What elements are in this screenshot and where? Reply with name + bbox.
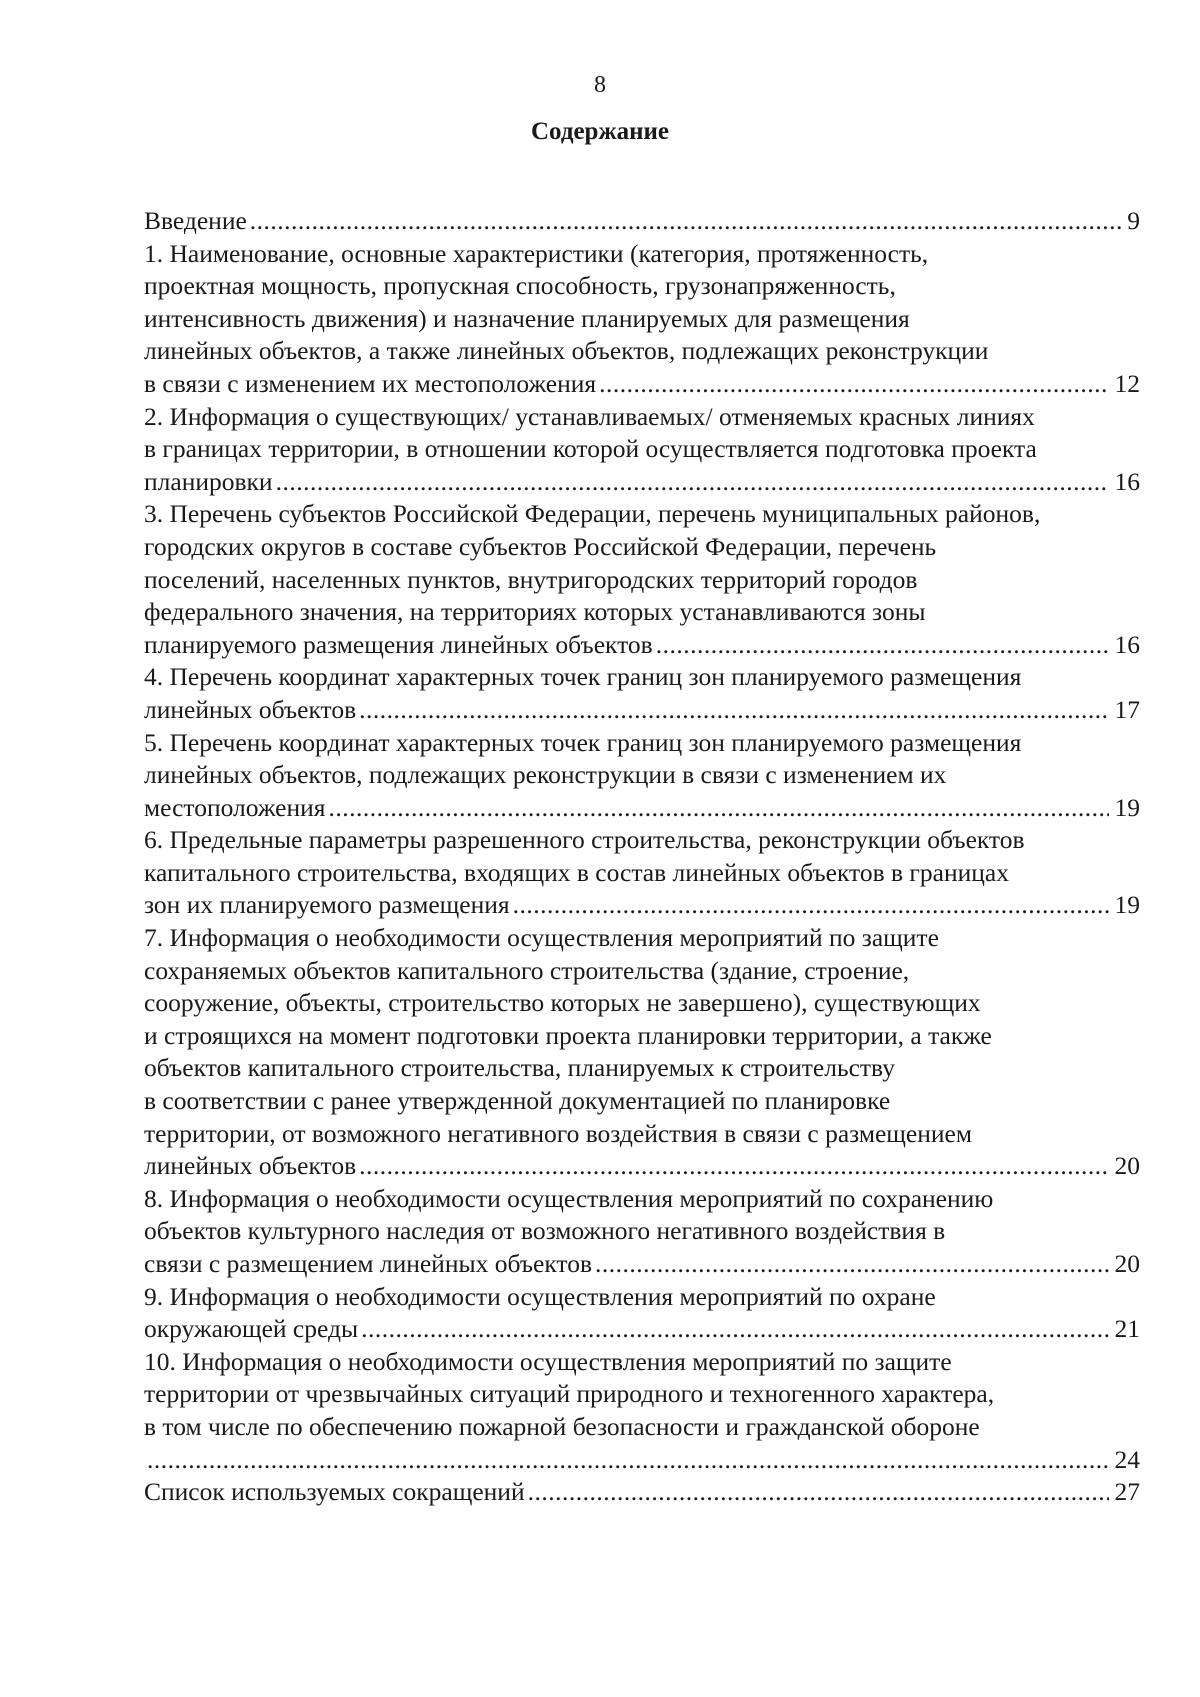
toc-entry-title-end: Список используемых сокращений [144, 1477, 525, 1507]
dot-leader [361, 1313, 1108, 1346]
toc-entry-last-line [144, 368, 1140, 401]
toc-entry-line: городских округов в составе субъектов Российской Федерации, перечень [144, 531, 937, 561]
toc-entry-line: территории, от возможного негативного воздействия в связи с размещением [144, 1118, 973, 1148]
toc-page-number: 19 [1114, 890, 1140, 920]
toc-page-number: 17 [1114, 694, 1140, 724]
toc-entry-line: 1. Наименование, основные характеристики (категория, протяженность, [144, 238, 929, 268]
toc-entry-title-end: местоположения [144, 792, 326, 822]
toc-entry-last-line [144, 629, 1140, 662]
toc-entry-last-line [144, 1248, 1140, 1281]
toc-entry[interactable] [144, 922, 1140, 1183]
toc-entry[interactable] [144, 1346, 1140, 1476]
toc-entry-last-line [144, 1476, 1140, 1509]
toc-entry[interactable] [144, 1183, 1140, 1281]
toc-entry-line: линейных объектов, а также линейных объектов, подлежащих реконструкции [144, 336, 989, 366]
toc-entry-line: в том числе по обеспечению пожарной безопасности и гражданской обороне [144, 1411, 980, 1441]
toc-entry-line: сохраняемых объектов капитального строительства (здание, строение, [144, 955, 910, 985]
toc-entry-line: 8. Информация о необходимости осуществления мероприятий по сохранению [144, 1183, 994, 1213]
toc-entry[interactable] [144, 1476, 1140, 1509]
dot-leader [656, 629, 1109, 662]
toc-entry-line: линейных объектов, подлежащих реконструкции в связи с изменением их [144, 760, 947, 790]
toc-page-number: 19 [1114, 792, 1140, 822]
toc-entry[interactable] [144, 238, 1140, 401]
toc-entry[interactable] [144, 401, 1140, 499]
toc-entry[interactable] [144, 205, 1140, 238]
toc-entry-line: поселений, населенных пунктов, внутригородских территорий городов [144, 564, 918, 594]
toc-entry-last-line [144, 694, 1140, 727]
toc-entry-line: 4. Перечень координат характерных точек границ зон планируемого размещения [144, 662, 1022, 692]
dot-leader [599, 368, 1108, 401]
dot-leader [329, 792, 1109, 825]
toc-page-number: 21 [1114, 1314, 1140, 1344]
dot-leader [528, 1476, 1109, 1509]
toc-entry-line: 2. Информация о существующих/ устанавливаемых/ отменяемых красных линиях [144, 401, 1035, 431]
toc-entry-last-line [144, 1150, 1140, 1183]
toc-page-number: 24 [1114, 1444, 1140, 1474]
toc-entry-line: проектная мощность, пропускная способность, грузонапряженность, [144, 271, 896, 301]
toc-entry-title-end: связи с размещением линейных объектов [144, 1249, 592, 1278]
toc-page-number: 20 [1114, 1151, 1140, 1181]
toc-entry[interactable] [144, 824, 1140, 922]
toc-entry-title-end: Введение [144, 206, 247, 235]
toc-entry-line: 5. Перечень координат характерных точек границ зон планируемого размещения [144, 727, 1022, 757]
toc-entry-last-line [144, 1313, 1140, 1346]
toc-page-number: 16 [1114, 466, 1140, 496]
toc-page-number: 27 [1114, 1477, 1140, 1507]
dot-leader [513, 889, 1109, 922]
toc-entry-line: сооружение, объекты, строительство которых не завершено), существующих [144, 988, 981, 1018]
toc-entry-line: объектов культурного наследия от возможного негативного воздействия в [144, 1216, 946, 1246]
page-number: 8 [594, 72, 606, 98]
dot-leader [595, 1248, 1109, 1281]
toc-entry-line: в соответствии с ранее утвержденной документацией по планировке [144, 1086, 891, 1116]
toc-page-number: 20 [1114, 1249, 1140, 1278]
toc-page-number: 12 [1114, 368, 1140, 398]
toc-entry-line: капитального строительства, входящих в состав линейных объектов в границах [144, 857, 1009, 887]
dot-leader [147, 1444, 1109, 1477]
toc-entry[interactable] [144, 1281, 1140, 1346]
toc-page-number: 16 [1114, 629, 1140, 659]
toc-entry-line: объектов капитального строительства, планируемых к строительству [144, 1053, 895, 1083]
toc-entry-title-end: в связи с изменением их местоположения [144, 368, 597, 398]
toc-entry-last-line [144, 205, 1140, 238]
toc-entry-line: федерального значения, на территориях которых устанавливаются зоны [144, 597, 926, 627]
toc-entry-line: 3. Перечень субъектов Российской Федерации, перечень муниципальных районов, [144, 499, 1041, 529]
toc-entry-line: 10. Информация о необходимости осуществления мероприятий по защите [144, 1346, 952, 1376]
toc-entry-line: территории от чрезвычайных ситуаций природного и техногенного характера, [144, 1379, 995, 1409]
toc-entry-last-line [144, 466, 1140, 499]
toc-entry-last-line [144, 1444, 1140, 1477]
page-title: Содержание [530, 118, 669, 145]
toc-entry-line: 9. Информация о необходимости осуществления мероприятий по охране [144, 1281, 936, 1311]
dot-leader [250, 205, 1121, 238]
toc-entry-title-end: линейных объектов [144, 694, 357, 724]
toc-entry[interactable] [144, 727, 1140, 825]
toc-page-number: 9 [1127, 206, 1140, 235]
toc-entry[interactable] [144, 661, 1140, 726]
toc-entry-last-line [144, 889, 1140, 922]
toc-entry-line: 7. Информация о необходимости осуществления мероприятий по защите [144, 923, 939, 953]
toc-entry-line: и строящихся на момент подготовки проекта планировки территории, а также [144, 1020, 992, 1050]
toc-entry-title-end: планируемого размещения линейных объектов [144, 629, 653, 659]
toc-entry-title-end: планировки [144, 466, 273, 496]
toc-entry-line: в границах территории, в отношении которой осуществляется подготовка проекта [144, 434, 1037, 464]
toc-entry-line: 6. Предельные параметры разрешенного строительства, реконструкции объектов [144, 825, 1025, 855]
dot-leader [359, 694, 1108, 727]
dot-leader [359, 1150, 1108, 1183]
dot-leader [276, 466, 1109, 499]
toc-entry-title-end: зон их планируемого размещения [144, 890, 510, 920]
toc-entry-line: интенсивность движения) и назначение планируемых для размещения [144, 303, 910, 333]
toc-entry-title-end: линейных объектов [144, 1151, 357, 1181]
toc-entry-last-line [144, 792, 1140, 825]
table-of-contents [144, 205, 1140, 1509]
toc-entry[interactable] [144, 498, 1140, 661]
toc-entry-title-end: окружающей среды [144, 1314, 359, 1344]
